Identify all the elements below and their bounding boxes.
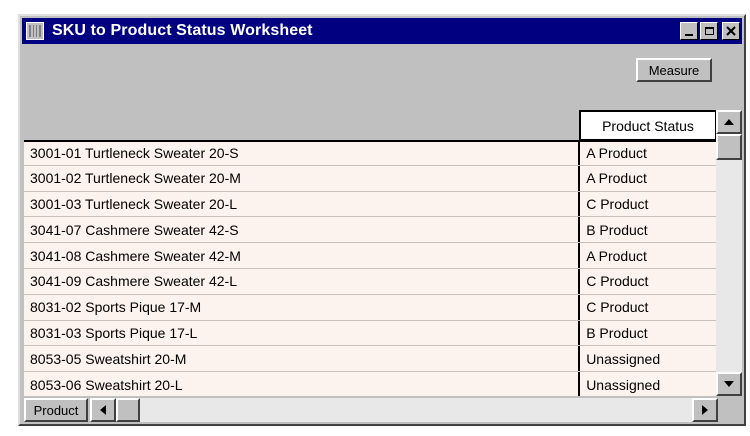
product-status-cell[interactable]: C Product <box>578 269 716 294</box>
sku-name-cell[interactable]: 8031-03 Sports Pique 17-L <box>30 324 198 341</box>
worksheet-grid <box>24 110 716 396</box>
product-dimension-tab[interactable]: Product <box>24 398 88 422</box>
sku-name-cell[interactable]: 3041-08 Cashmere Sweater 42-M <box>30 247 241 264</box>
table-row[interactable] <box>24 166 716 192</box>
sku-name-cell[interactable]: 8053-06 Sweatshirt 20-L <box>30 376 183 393</box>
bottom-bar <box>24 398 742 422</box>
scrollbar-corner <box>718 398 742 422</box>
sku-name-cell[interactable]: 3041-09 Cashmere Sweater 42-L <box>30 273 238 290</box>
horizontal-scrollbar[interactable] <box>90 398 718 422</box>
sku-name-cell[interactable]: 8053-05 Sweatshirt 20-M <box>30 350 187 367</box>
worksheet-icon <box>26 22 44 40</box>
window-title: SKU to Product Status Worksheet <box>52 22 313 39</box>
table-row[interactable] <box>24 140 716 166</box>
worksheet-rows <box>24 140 716 396</box>
table-row[interactable] <box>24 217 716 243</box>
scroll-left-icon[interactable] <box>90 398 116 422</box>
minimize-icon[interactable] <box>680 22 698 40</box>
table-row[interactable] <box>24 243 716 269</box>
product-status-cell[interactable]: A Product <box>578 243 716 268</box>
sku-name-cell[interactable]: 3001-02 Turtleneck Sweater 20-M <box>30 170 241 187</box>
table-row[interactable] <box>24 372 716 396</box>
product-status-cell[interactable]: Unassigned <box>578 346 716 371</box>
product-status-cell[interactable]: C Product <box>578 192 716 217</box>
close-icon[interactable] <box>722 22 740 40</box>
product-status-cell[interactable]: Unassigned <box>578 372 716 396</box>
measure-button[interactable]: Measure <box>636 58 712 82</box>
product-status-column-header[interactable]: Product Status <box>579 110 716 140</box>
scroll-up-icon[interactable] <box>716 110 742 134</box>
product-status-cell[interactable]: A Product <box>578 166 716 191</box>
table-row[interactable] <box>24 321 716 347</box>
worksheet-window <box>18 14 746 426</box>
scroll-right-icon[interactable] <box>692 398 718 422</box>
table-row[interactable] <box>24 346 716 372</box>
window-controls <box>680 22 740 40</box>
product-status-cell[interactable]: C Product <box>578 295 716 320</box>
vertical-scroll-thumb[interactable] <box>716 134 742 160</box>
maximize-icon[interactable] <box>700 22 718 40</box>
table-row[interactable] <box>24 192 716 218</box>
table-row[interactable] <box>24 295 716 321</box>
product-status-cell[interactable]: B Product <box>578 217 716 242</box>
sku-name-cell[interactable]: 3001-03 Turtleneck Sweater 20-L <box>30 195 238 212</box>
product-status-cell[interactable]: B Product <box>578 321 716 346</box>
title-bar[interactable] <box>22 18 742 44</box>
table-row[interactable] <box>24 269 716 295</box>
sku-name-cell[interactable]: 3001-01 Turtleneck Sweater 20-S <box>30 145 239 162</box>
sku-name-cell[interactable]: 8031-02 Sports Pique 17-M <box>30 299 202 316</box>
product-status-cell[interactable]: A Product <box>578 142 716 165</box>
sku-name-cell[interactable]: 3041-07 Cashmere Sweater 42-S <box>30 221 239 238</box>
vertical-scrollbar[interactable] <box>716 110 742 396</box>
scroll-down-icon[interactable] <box>716 372 742 396</box>
horizontal-scroll-thumb[interactable] <box>116 398 140 422</box>
